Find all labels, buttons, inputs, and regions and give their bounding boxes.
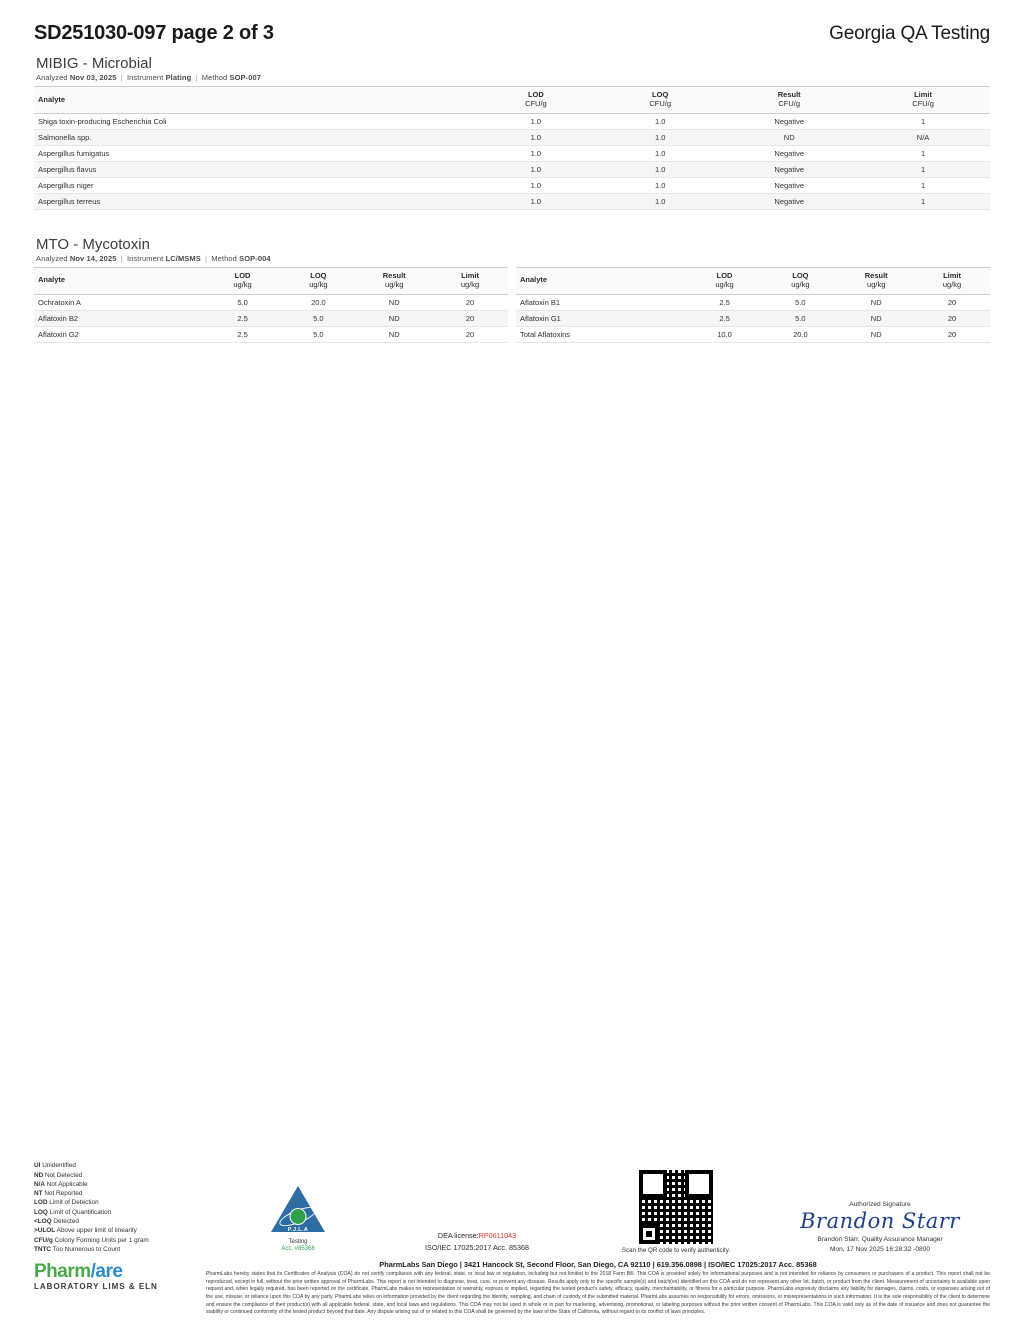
column-unit: ug/kg [233,280,252,290]
column-unit: ug/kg [385,280,404,290]
column-analyte [34,267,205,294]
cell-loq: 1.0 [598,193,722,209]
iso-accreditation: ISO/IEC 17025:2017 Acc. 85368 [425,1242,529,1252]
table-row [34,129,990,145]
cell-analyte: Aflatoxin B2 [34,310,205,326]
analyzed-date: Nov 14, 2025 [69,253,117,263]
cell-loq: 20.0 [762,326,838,342]
meta-separator: | [195,73,198,82]
legend-code: LOD [34,1199,48,1207]
qr-block [601,1170,751,1254]
signature-block [770,1201,990,1254]
cell-limit: 1 [856,177,990,193]
cell-analyte: Aspergillus terreus [34,193,474,209]
cell-lod: 5.0 [205,294,281,310]
cell-analyte: Salmonella spp. [34,129,474,145]
cell-loq: 20.0 [280,294,356,310]
section-microbial [34,55,990,210]
legend-block [34,1161,224,1254]
cell-result: ND [356,310,432,326]
cell-result: Negative [722,161,856,177]
signature-image: Brandon Starr [800,1208,960,1233]
brand-wordmark [34,1262,194,1281]
legend-code: >ULOL [34,1227,56,1235]
legend-item [34,1208,224,1217]
column-analyte [516,267,687,294]
column-limit [432,267,508,294]
table-row [34,145,990,161]
footer-top [34,1161,990,1254]
instrument-label: Instrument [126,253,164,263]
column-result [722,87,856,114]
column-result [356,267,432,294]
column-unit: CFU/g [525,99,547,109]
table-header-row [34,267,508,294]
column-label: Analyte [38,94,66,104]
cell-analyte: Ochratoxin A [34,294,205,310]
cell-analyte: Aflatoxin B1 [516,294,687,310]
instrument-value: Plating [165,73,192,82]
method-label: Method [201,73,228,82]
cell-result: ND [838,294,914,310]
meta-separator: | [120,73,123,82]
dea-license-value: RP0611043 [478,1230,517,1240]
mycotoxin-dual-tables [34,267,990,343]
legend-code: N/A [34,1180,46,1188]
pjla-accreditation-number: Acc. #85368 [281,1246,315,1253]
column-unit: ug/kg [715,280,734,290]
legend-item [34,1245,224,1254]
cell-lod: 2.5 [687,310,763,326]
table-row [34,177,990,193]
column-limit [856,87,990,114]
method-value: SOP-007 [229,73,262,82]
qr-caption: Scan the QR code to verify authenticity. [621,1247,731,1255]
legend-item [34,1198,224,1207]
column-label: LOD [527,90,544,99]
mycotoxin-left-body [34,294,508,342]
column-label: LOQ [310,270,327,280]
legend-code: UI [34,1162,41,1170]
brand-tagline: LABORATORY LIMS & ELN [34,1282,158,1292]
column-unit: ug/kg [309,280,328,290]
method-label: Method [211,253,237,263]
section-meta [36,73,990,82]
cell-analyte: Aflatoxin G1 [516,310,687,326]
cell-loq: 1.0 [598,129,722,145]
legend-code: <LOQ [34,1218,52,1226]
legend-item [34,1236,224,1245]
document-footer [0,1161,1024,1325]
cell-limit: 20 [432,310,508,326]
column-label: Analyte [38,275,66,285]
cell-result: Negative [722,145,856,161]
method-value: SOP-004 [239,253,271,263]
cell-analyte: Aflatoxin G2 [34,326,205,342]
table-header-row [516,267,990,294]
table-row [516,294,990,310]
pjla-mark-text: P.J.L.A [287,1226,309,1233]
cell-lod: 1.0 [474,129,598,145]
dea-license-line [372,1230,582,1242]
legend-item [34,1161,224,1170]
document-header [34,0,990,45]
lab-address: PharmLabs San Diego | 3421 Hancock St, Second Floor, San Diego, CA 92110 | 619.356.0898 | ISO/IEC 17025:2017 Acc. 85368 [379,1260,817,1270]
mycotoxin-results-table-right [516,267,990,343]
cell-limit: 20 [914,326,990,342]
analyzed-label: Analyzed [36,253,68,263]
legend-code: LOQ [34,1208,48,1216]
footer-bottom [34,1260,990,1317]
column-unit: CFU/g [649,99,671,109]
column-unit: CFU/g [778,99,801,109]
legend-code: CFU/g [34,1236,53,1244]
cell-result: ND [838,310,914,326]
cell-analyte: Aspergillus flavus [34,161,474,177]
cell-loq: 1.0 [598,145,722,161]
legal-disclaimer: PharmLabs hereby states that its Certificates of Analysis (COA) do not certify compliance with any federal, state, or local law or regulation, including but not limited to the 2018 Farm Bill. This COA is provided solely for informational purposes and is not intended for reliance by consumers or purchasers of a product. This report shall not be reproduced, except in full, without the prior written approval of PharmLabs. This report is not intended to diagnose, treat, cure, or prevent any disease. Results apply only to the specific sample(s) and batch(es) identified on this COA and do not represent any other lot, batch, or product from the client. Measurement of uncertainty is available upon request and, when legally required, has been reported on the certificate. PharmLabs makes no representation or warranty, express or implied, regarding the tested product's safety, efficacy, quality, merchantability, or fitness for a particular purpose. PharmLabs expressly disclaims any liability for damages, claims, costs, or expenses arising out of the use, misuse, or reliance upon this COA by any party. PharmLabs relies on information provided by the client regarding the identity, sampling, and chain of custody of the submitted material. PharmLabs assumes no responsibility for errors, omissions, or misrepresentations in such information. It is the sole responsibility of the client to determine and ensure the compliance of their product(s) with all applicable federal, state, and local laws and regulations. This COA may not be used in whole or in part for marketing, advertising, promotional, or labeling purposes without the prior written consent of PharmLabs. This COA is valid only as of the date of issuance and does not guarantee the stability or continued conformity of the tested product beyond that date. Any dispute arising out of or related to this COA shall be governed by the laws of the State of California, without regard to its conflict of laws principles. [206,1271,990,1316]
cell-result: Negative [722,193,856,209]
section-title: MIBIG - Microbial [36,55,152,72]
legend-code: ND [34,1171,44,1179]
cell-limit: 20 [914,294,990,310]
brand-name-part2: are [95,1261,123,1283]
table-row [516,326,990,342]
cell-limit: 20 [914,310,990,326]
cell-limit: 1 [856,113,990,129]
cell-result: ND [722,129,856,145]
column-label: Limit [461,270,480,280]
table-row [34,193,990,209]
signature-timestamp: Mon, 17 Nov 2025 16:28:32 -0800 [829,1245,931,1253]
column-label: Limit [914,90,933,99]
legend-text: Not Reported [44,1190,83,1198]
table-row [34,326,508,342]
cell-lod: 1.0 [474,113,598,129]
table-header-row [34,87,990,114]
legend-text: Limit of Quantification [49,1208,112,1216]
table-row [34,113,990,129]
pjla-accreditation-seal [243,1186,353,1255]
signer-title: Brandon Starr, Quality Assurance Manager [817,1236,943,1244]
table-row [34,161,990,177]
microbial-results-table [34,86,990,210]
cell-loq: 5.0 [280,310,356,326]
legend-text: Colony Forming Units per 1 gram [54,1236,149,1244]
column-result [838,267,914,294]
qr-code-icon[interactable] [639,1170,713,1244]
column-unit: CFU/g [912,99,934,109]
meta-separator: | [120,253,123,263]
cell-lod: 1.0 [474,193,598,209]
document-id: SD251030-097 page 2 of 3 [34,22,274,44]
cell-lod: 10.0 [687,326,763,342]
legend-item [34,1189,224,1198]
column-label: Result [864,270,888,280]
column-label: Result [382,270,406,280]
legend-item [34,1171,224,1180]
column-label: LOD [716,270,733,280]
column-lod [474,87,598,114]
mycotoxin-right-body [516,294,990,342]
table-row [516,310,990,326]
legal-block [206,1260,990,1317]
cell-analyte: Total Aflatoxins [516,326,687,342]
cell-analyte: Aspergillus fumigatus [34,145,474,161]
cell-lod: 1.0 [474,177,598,193]
column-unit: ug/kg [867,280,886,290]
lab-name: Georgia QA Testing [829,23,990,44]
column-label: Analyte [520,275,548,285]
column-unit: ug/kg [791,280,810,290]
pjla-label: Testing [288,1238,308,1245]
cell-limit: 1 [856,161,990,177]
cell-loq: 1.0 [598,177,722,193]
pjla-logo-icon [271,1186,325,1238]
cell-limit: N/A [856,129,990,145]
legend-text: Above upper limit of linearity [56,1227,137,1235]
legend-item [34,1180,224,1189]
legend-text: Detected [53,1218,79,1226]
cell-result: Negative [722,113,856,129]
legend-text: Limit of Detection [49,1199,99,1207]
cell-loq: 5.0 [762,294,838,310]
column-unit: ug/kg [460,280,480,290]
column-label: LOD [234,270,251,280]
cell-loq: 5.0 [280,326,356,342]
legend-item [34,1226,224,1235]
legend-code: TNTC [34,1245,52,1253]
column-analyte [34,87,474,114]
signature-label: Authorized Signature [849,1200,911,1208]
column-lod [205,267,281,294]
legend-code: NT [34,1190,43,1198]
analyzed-label: Analyzed [36,73,68,82]
cell-lod: 2.5 [205,326,281,342]
cell-analyte: Aspergillus niger [34,177,474,193]
column-unit: ug/kg [942,280,962,290]
pharmware-logo [34,1260,194,1291]
cell-result: ND [356,326,432,342]
legend-item [34,1217,224,1226]
legend-text: Not Detected [45,1171,83,1179]
cell-lod: 1.0 [474,145,598,161]
column-limit [914,267,990,294]
section-meta [36,254,990,263]
cell-limit: 20 [432,326,508,342]
column-label: LOQ [652,90,669,99]
cell-limit: 20 [432,294,508,310]
legend-text: Not Applicable [46,1180,88,1188]
globe-icon [290,1208,307,1225]
instrument-label: Instrument [126,73,164,82]
analyzed-date: Nov 03, 2025 [69,73,117,82]
column-label: LOQ [792,270,809,280]
cell-analyte: Shiga toxin-producing Escherichia Coli [34,113,474,129]
legend-text: Unidentified [42,1162,76,1170]
cell-result: ND [356,294,432,310]
table-row [34,294,508,310]
column-loq [598,87,722,114]
column-label: Result [777,90,801,99]
microbial-table-body [34,113,990,209]
cell-limit: 1 [856,145,990,161]
column-label: Limit [943,270,962,280]
column-loq [762,267,838,294]
section-mycotoxin [34,236,990,343]
dea-license-label: DEA license: [437,1230,479,1240]
section-title: MTO - Mycotoxin [36,235,150,253]
dea-license-block [372,1230,582,1254]
cell-result: ND [838,326,914,342]
cell-limit: 1 [856,193,990,209]
column-lod [687,267,763,294]
cell-result: Negative [722,177,856,193]
instrument-value: LC/MSMS [165,253,201,263]
brand-name-part1: Pharm [34,1261,91,1283]
table-row [34,310,508,326]
cell-lod: 1.0 [474,161,598,177]
cell-loq: 1.0 [598,161,722,177]
cell-lod: 2.5 [205,310,281,326]
cell-lod: 2.5 [687,294,763,310]
cell-loq: 1.0 [598,113,722,129]
column-loq [280,267,356,294]
legend-text: Too Numerous to Count [52,1245,121,1253]
brand-slash-icon: / [90,1261,96,1283]
cell-loq: 5.0 [762,310,838,326]
mycotoxin-results-table-left [34,267,508,343]
meta-separator: | [205,253,208,263]
